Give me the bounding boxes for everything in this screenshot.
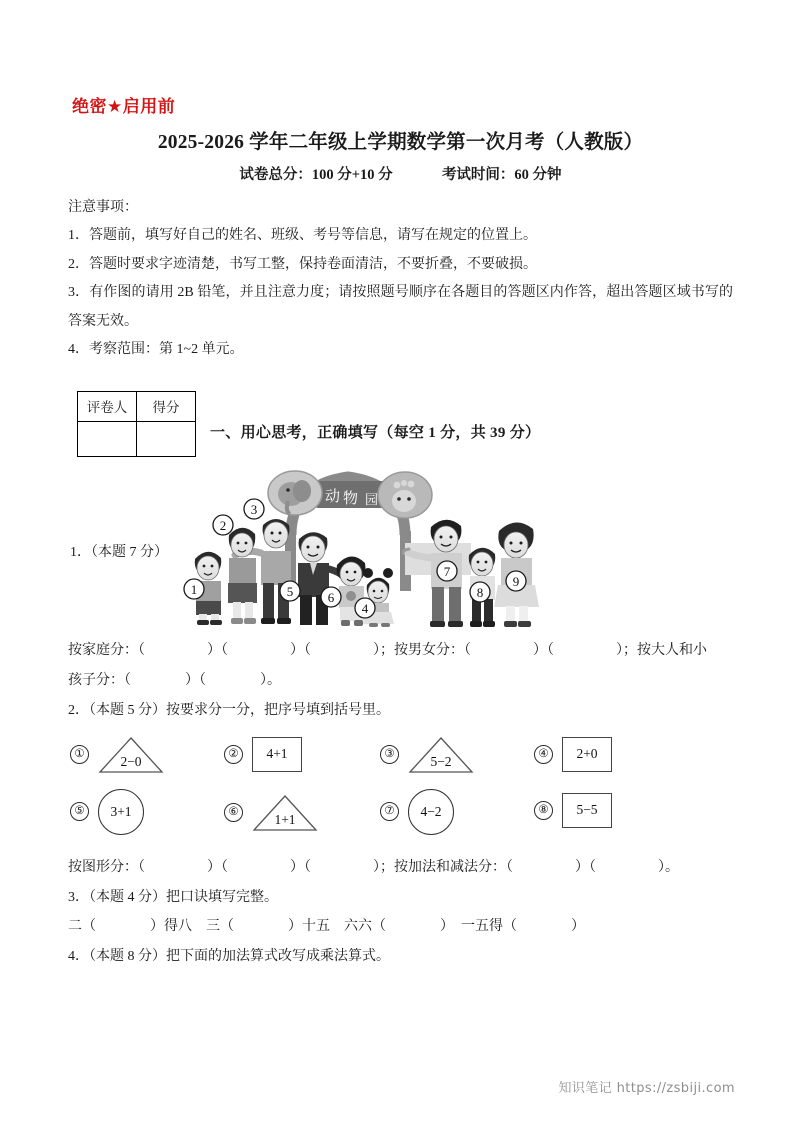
notice-item-3: 3．有作图的请用 2B 铅笔，并且注意力度；请按照题号顺序在各题目的答题区内作答，超出答题区域书写的答案无效。	[68, 285, 733, 329]
question-1-answer-line-2	[68, 666, 733, 696]
shape-expression: 4+1	[266, 746, 288, 761]
shape-item-6[interactable]	[224, 793, 318, 833]
shape-ordinal: ⑥	[224, 803, 243, 822]
q1b-part-0: 孩子分：（	[68, 672, 131, 688]
question-2-answer-line	[68, 853, 733, 883]
shape-expression: 5−5	[576, 802, 598, 817]
shape-item-7[interactable]	[380, 789, 454, 835]
section-one-title: 一、用心思考，正确填写（每空 1 分，共 39 分）	[210, 424, 541, 441]
svg-text:5: 5	[286, 583, 294, 599]
table-row	[78, 421, 196, 456]
svg-text:动: 动	[325, 486, 341, 505]
question-2-label: 2．（本题 5 分）按要求分一分，把序号填到括号里。	[68, 702, 390, 718]
triangle-shape	[98, 735, 164, 775]
notice-heading: 注意事项：	[68, 200, 138, 215]
shape-item-8[interactable]	[534, 793, 612, 828]
secret-banner: 绝密★启用前	[72, 97, 176, 117]
square-shape	[252, 737, 302, 772]
exam-time-label: 考试时间：60 分钟	[441, 167, 562, 183]
score-value-cell[interactable]	[137, 421, 196, 456]
shape-item-5[interactable]	[70, 789, 144, 835]
svg-text:园: 园	[365, 492, 379, 508]
svg-text:3: 3	[250, 501, 258, 517]
svg-text:7: 7	[443, 563, 451, 579]
q2-part-5: ）。	[658, 859, 679, 875]
shape-ordinal: ①	[70, 745, 89, 764]
question-3-formula-line	[68, 912, 733, 942]
total-score-label: 试卷总分：100 分+10 分	[239, 167, 393, 183]
q2-part-2: ）（	[290, 859, 311, 875]
score-table	[77, 391, 196, 457]
svg-text:8: 8	[476, 584, 484, 600]
q1-part-1: ）（	[207, 642, 228, 658]
q1b-part-2: ）。	[260, 672, 281, 688]
exam-meta	[68, 162, 733, 188]
shape-ordinal: ⑧	[534, 801, 553, 820]
q3-part-4: ）	[571, 918, 585, 934]
triangle-shape	[408, 735, 474, 775]
question-1-block	[68, 461, 733, 636]
square-shape	[562, 737, 612, 772]
notice-item-2: 2．答题时要求字迹清楚，书写工整，保持卷面清洁，不要折叠，不要破损。	[68, 256, 537, 272]
question-4-label: 4．（本题 8 分）把下面的加法算式改写成乘法算式。	[68, 948, 390, 964]
svg-text:4: 4	[361, 600, 369, 616]
shape-expression: 2+0	[576, 746, 598, 761]
zoo-entrance-illustration	[173, 463, 553, 631]
question-1-answer-line-1	[68, 636, 733, 666]
grader-header: 评卷人	[78, 391, 137, 421]
q2-part-1: ）（	[207, 859, 228, 875]
shape-ordinal: ④	[534, 745, 553, 764]
grader-value-cell[interactable]	[78, 421, 137, 456]
q1-part-0: 按家庭分：（	[68, 642, 145, 658]
q2-part-0: 按图形分：（	[68, 859, 145, 875]
question-2-shapes-row-2	[68, 789, 733, 845]
q1b-part-1: ）（	[185, 672, 206, 688]
notice-item-1: 1．答题前，填写好自己的姓名、班级、考号等信息，请写在规定的位置上。	[68, 228, 537, 243]
table-row	[78, 391, 196, 421]
shape-ordinal: ⑦	[380, 802, 399, 821]
shape-item-1[interactable]	[70, 735, 164, 775]
q1-part-5: ）；按大人和小	[616, 642, 707, 658]
svg-text:1: 1	[190, 581, 198, 597]
q3-part-2: ）十五 六六（	[288, 918, 386, 934]
svg-text:物: 物	[343, 488, 359, 507]
square-shape	[562, 793, 612, 828]
shape-item-3[interactable]	[380, 735, 474, 775]
q1-part-2: ）（	[290, 642, 311, 658]
shape-expression: 1+1	[274, 811, 296, 827]
triangle-shape	[252, 793, 318, 833]
page-content	[68, 96, 733, 971]
svg-text:2: 2	[219, 517, 227, 533]
question-2-shapes-row-1	[68, 731, 733, 783]
notice-item-4: 4．考察范围：第 1~2 单元。	[68, 342, 244, 357]
shape-ordinal: ②	[224, 745, 243, 764]
shape-item-2[interactable]	[224, 737, 302, 772]
q3-part-1: ）得八 三（	[150, 918, 234, 934]
shape-expression: 5−2	[430, 753, 452, 769]
shape-item-4[interactable]	[534, 737, 612, 772]
score-header: 得分	[137, 391, 196, 421]
q1-part-4: ）（	[533, 642, 554, 658]
circle-shape	[408, 789, 454, 835]
question-3-label: 3．（本题 4 分）把口诀填写完整。	[68, 889, 278, 905]
q3-part-3: ） 一五得（	[440, 918, 517, 934]
shape-expression: 2−0	[120, 753, 142, 769]
svg-text:9: 9	[512, 573, 520, 589]
shape-expression: 3+1	[110, 803, 132, 819]
circle-shape	[98, 789, 144, 835]
q3-part-0: 二（	[68, 918, 96, 934]
q2-part-3: ）；按加法和减法分：（	[373, 859, 513, 875]
q1-part-3: ）；按男女分：（	[373, 642, 471, 658]
watermark: 知识笔记 https://zsbiji.com	[558, 1081, 735, 1096]
page-title: 2025-2026 学年二年级上学期数学第一次月考（人教版）	[157, 132, 644, 153]
svg-text:6: 6	[327, 589, 335, 605]
section-one-block	[68, 391, 733, 465]
q2-part-4: ）（	[575, 859, 596, 875]
shape-expression: 4−2	[420, 803, 442, 819]
question-1-label: 1．（本题 7 分）	[70, 544, 168, 560]
shape-ordinal: ③	[380, 745, 399, 764]
shape-ordinal: ⑤	[70, 802, 89, 821]
